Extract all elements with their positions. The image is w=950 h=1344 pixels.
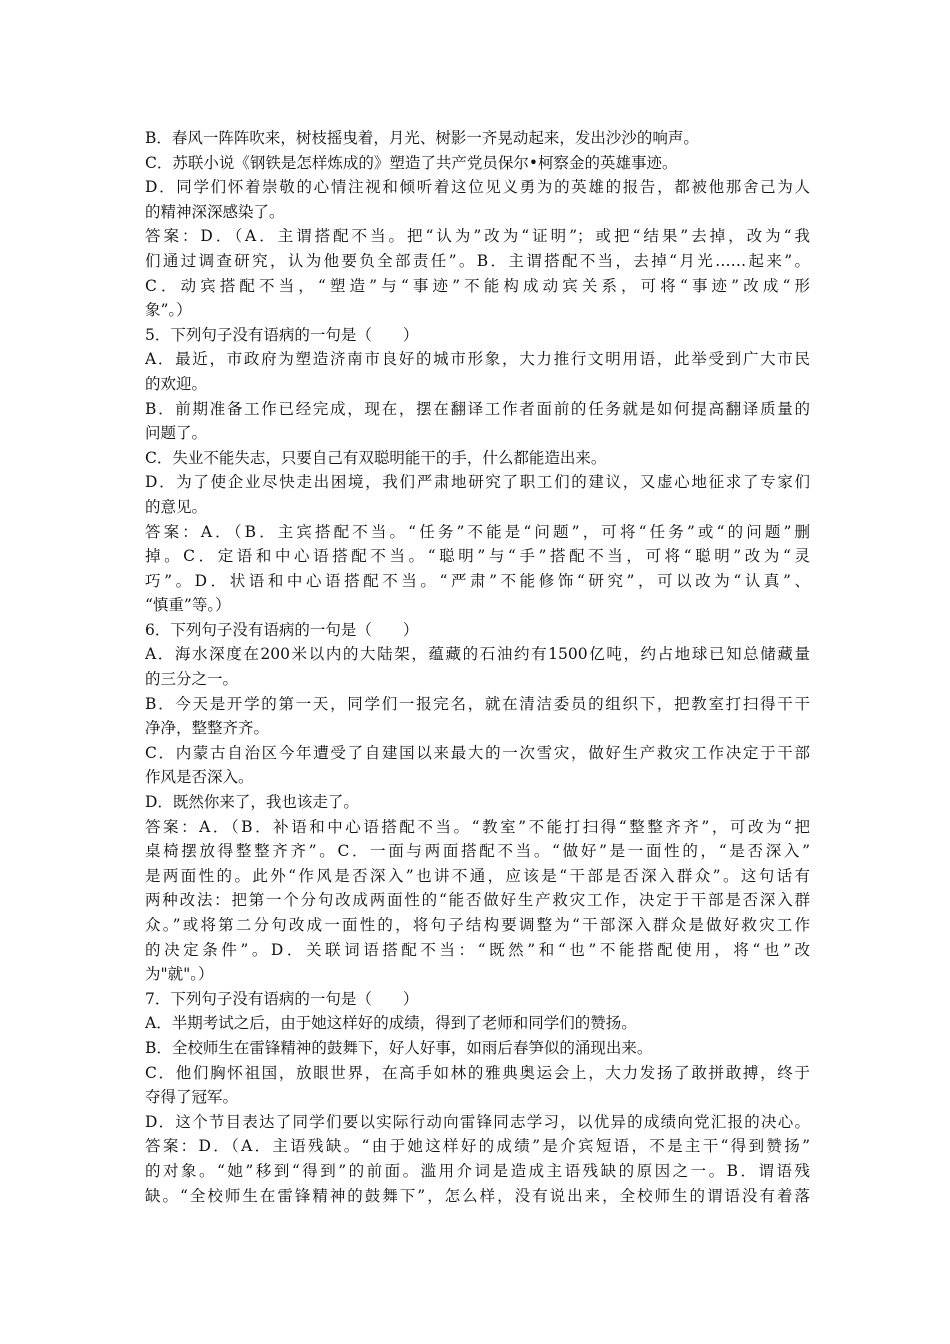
text-line: C．内蒙古自治区今年遭受了自建国以来最大的一次雪灾，做好生产救灾工作决定于干部 [145, 743, 810, 762]
text-line: B．春风一阵阵吹来，树枝摇曳着，月光、树影一齐晃动起来，发出沙沙的响声。 [145, 129, 699, 147]
text-line: 7．下列句子没有语病的一句是（ ） [145, 989, 419, 1008]
text-line: A．最近，市政府为塑造济南市良好的城市形象，大力推行文明用语，此举受到广大市民 [145, 350, 810, 369]
text-line: B．全校师生在雷锋精神的鼓舞下，好人好事，如雨后春笋似的涌现出来。 [145, 1038, 653, 1057]
text-line: 6．下列句子没有语病的一句是（ ） [145, 620, 419, 639]
text-line: “慎重”等。） [145, 596, 231, 615]
text-line: D．这个节目表达了同学们要以实际行动向雷锋同志学习，以优异的成绩向党汇报的决心。 [145, 1112, 810, 1131]
text-line: 净净，整整齐齐。 [145, 719, 270, 738]
text-line: 为"就"。） [145, 965, 214, 984]
text-line: 问题了。 [145, 424, 208, 443]
text-line: 掉。C．定语和中心语搭配不当。“聪明”与“手”搭配不当，可将“聪明”改为“灵 [145, 547, 810, 566]
text-line: C．动宾搭配不当，“塑造”与“事迹”不能构成动宾关系，可将“事迹”改成“形 [145, 276, 810, 295]
text-line: D．同学们怀着崇敬的心情注视和倾听着这位见义勇为的英雄的报告，都被他那舍己为人 [145, 178, 810, 197]
text-line: C．苏联小说《钢铁是怎样炼成的》塑造了共产党员保尔•柯察金的英雄事迹。 [145, 153, 678, 172]
text-line: 巧”。D．状语和中心语搭配不当。“严肃”不能修饰“研究”，可以改为“认真”、 [145, 571, 810, 590]
text-line: 答案：D．（A．主语残缺。“由于她这样好的成绩”是介宾短语，不是主干“得到赞扬” [145, 1137, 810, 1156]
text-line: 缺。“全校师生在雷锋精神的鼓舞下”，怎么样，没有说出来，全校师生的谓语没有着落 [145, 1186, 810, 1205]
text-line: 众。”或将第二分句改成一面性的，将句子结构要调整为“干部深入群众是做好救灾工作 [145, 916, 810, 934]
text-line: 的决定条件”。D．关联词语搭配不当：“既然”和“也”不能搭配使用，将“也”改 [145, 940, 810, 959]
text-line: 答案：D．（A．主谓搭配不当。把“认为”改为“证明”；或把“结果”去掉，改为“我 [145, 227, 810, 246]
text-line: B．今天是开学的第一天，同学们一报完名，就在清洁委员的组织下，把教室打扫得干干 [145, 694, 810, 713]
text-line: 的对象。“她”移到“得到”的前面。滥用介词是造成主语残缺的原因之一。B．谓语残 [145, 1161, 810, 1180]
text-line: B．前期准备工作已经完成，现在，摆在翻译工作者面前的任务就是如何提高翻译质量的 [145, 399, 810, 418]
text-line: 的欢迎。 [145, 374, 208, 393]
text-line: 是两面性的。此外“作风是否深入”也讲不通，应该是“干部是否深入群众”。这句话有 [145, 866, 810, 885]
text-line: 的意见。 [145, 497, 208, 516]
text-line: 夺得了冠军。 [145, 1088, 239, 1107]
text-line: 的精神深深感染了。 [145, 202, 285, 221]
text-line: 5．下列句子没有语病的一句是（ ） [145, 325, 419, 344]
text-line: 答案：A．（B．主宾搭配不当。“任务”不能是“问题”，可将“任务”或“的问题”删 [145, 522, 810, 541]
text-line: 两种改法：把第一个分句改成两面性的“能否做好生产救灾工作，决定于干部是否深入群 [145, 891, 810, 910]
text-line: C．失业不能失志，只要自己有双聪明能干的手，什么都能造出来。 [145, 448, 607, 467]
text-line: 们通过调查研究，认为他要负全部责任”。B．主谓搭配不当，去掉“月光……起来”。 [145, 251, 810, 270]
text-line: A．海水深度在200米以内的大陆架，蕴藏的石油约有1500亿吨，约占地球已知总储藏量 [145, 645, 810, 664]
text-line: 答案：A．（B．补语和中心语搭配不当。“教室”不能打扫得“整整齐齐”，可改为“把 [145, 817, 810, 836]
text-line: 作风是否深入。 [145, 768, 254, 787]
text-line: C．他们胸怀祖国，放眼世界，在高手如林的雅典奥运会上，大力发扬了敢拼敢搏，终于 [145, 1063, 810, 1082]
text-line: 的三分之一。 [145, 670, 239, 689]
text-line: A．半期考试之后，由于她这样好的成绩，得到了老师和同学们的赞扬。 [145, 1014, 637, 1033]
text-line: D．既然你来了，我也该走了。 [145, 793, 359, 812]
text-line: 象”。） [145, 301, 192, 320]
text-line: D．为了使企业尽快走出困境，我们严肃地研究了职工们的建议，又虚心地征求了专家们 [145, 473, 810, 492]
document-body [145, 126, 810, 1208]
text-line: 桌椅摆放得整整齐齐”。C．一面与两面搭配不当。“做好”是一面性的，“是否深入” [145, 842, 810, 861]
